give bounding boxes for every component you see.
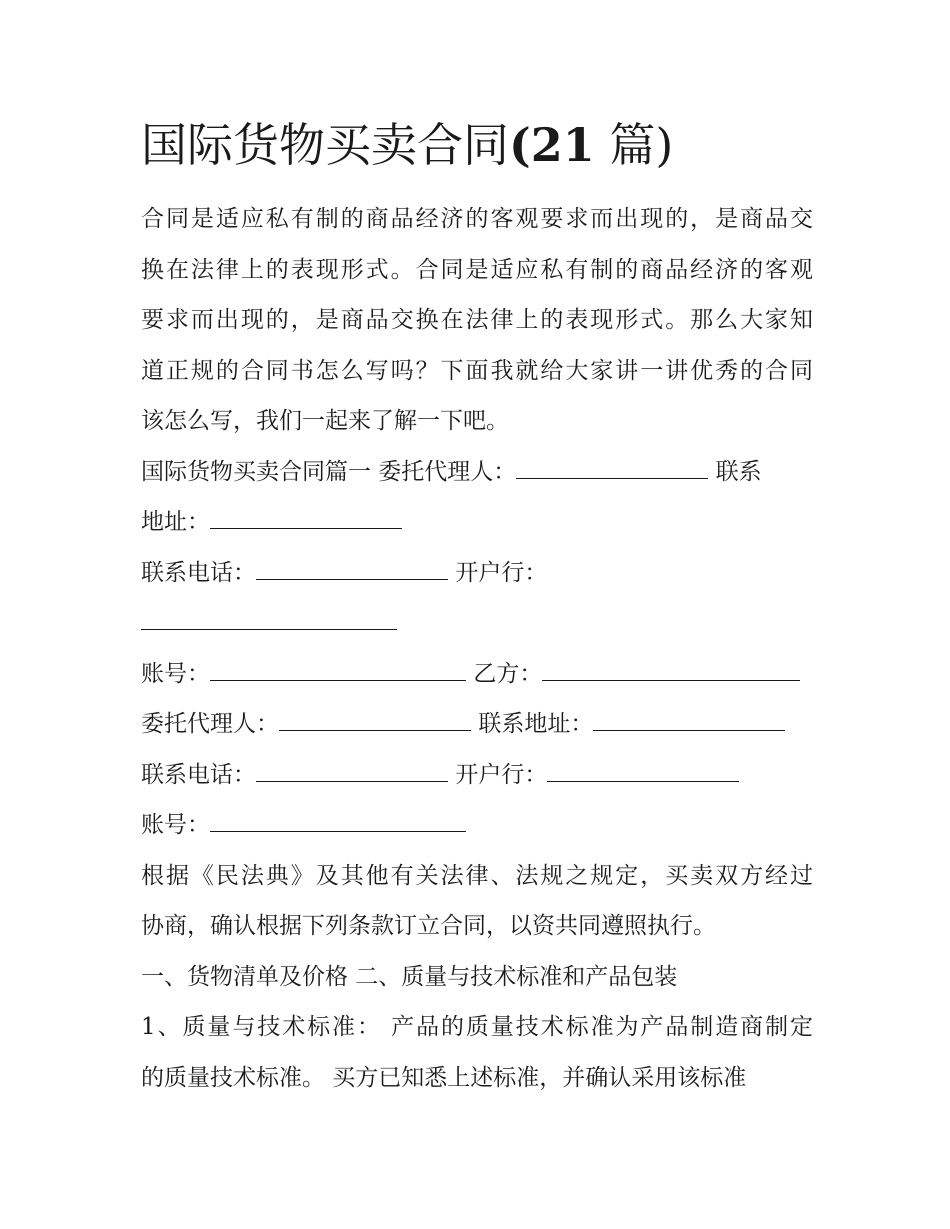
body-line: 一、货物清单及价格 二、质量与技术标准和产品包装: [141, 963, 678, 990]
form-line-account: [141, 649, 813, 700]
agent-blank-2: [279, 708, 471, 731]
form-line-phone: [141, 548, 813, 599]
intro-line: 合同是适应私有制的商品经济的客观要求而出现的，是商品交: [141, 206, 813, 232]
address-blank: [210, 506, 402, 529]
body-line: 的质量技术标准。 买方已知悉上述标准，并确认采用该标准: [141, 1064, 747, 1091]
intro-line: 换在法律上的表现形式。合同是适应私有制的商品经济的客观: [141, 256, 813, 283]
contact-address-blank: [593, 708, 785, 731]
form-line-agent-2: [141, 699, 813, 750]
phone-blank: [256, 557, 448, 580]
form-line-bank-blank: [141, 598, 813, 649]
form-line-address: [141, 497, 813, 548]
bank-blank: [141, 607, 397, 630]
body-line: 1、质量与技术标准： 产品的质量技术标准为产品制造商制定: [141, 1014, 813, 1040]
intro-line: 道正规的合同书怎么写吗？下面我就给大家讲一讲优秀的合同: [141, 357, 813, 384]
account-label-2: 账号：: [141, 812, 210, 838]
bank-blank-2: [547, 759, 739, 782]
account-label: 账号：: [141, 660, 210, 687]
phone-blank-2: [256, 759, 448, 782]
body-line: 根据《民法典》及其他有关法律、法规之规定，买卖双方经过: [141, 862, 813, 889]
form-line-account-2: [141, 800, 813, 851]
phone-label: 联系电话：: [141, 559, 256, 586]
intro-line: 要求而出现的，是商品交换在法律上的表现形式。那么大家知: [141, 307, 813, 333]
phone-label-2: 联系电话：: [141, 761, 256, 788]
title-number: (21: [509, 118, 595, 172]
title-suffix: 篇): [609, 118, 674, 172]
agent-label: 委托代理人：: [141, 711, 279, 737]
document-title: [141, 110, 813, 180]
address-label: 地址：: [141, 509, 210, 535]
contact-label: 联系: [715, 458, 762, 485]
account-blank-2: [210, 809, 466, 832]
form-line-phone-2: [141, 750, 813, 801]
party-b-label: 乙方：: [473, 660, 543, 687]
form-heading: 国际货物买卖合同篇一 委托代理人：: [141, 458, 517, 485]
title-main: 国际货物买卖合同: [141, 118, 509, 172]
account-blank: [210, 658, 466, 681]
contact-address-label: 联系地址：: [478, 711, 594, 737]
document-page: [141, 110, 813, 1103]
agent-blank: [516, 456, 708, 479]
party-b-blank: [542, 658, 800, 681]
body-line: 协商，确认根据下列条款订立合同，以资共同遵照执行。: [141, 913, 716, 939]
bank-label: 开户行：: [455, 559, 548, 586]
form-line-agent: [141, 447, 813, 498]
intro-line: 该怎么写，我们一起来了解一下吧。: [141, 408, 509, 434]
bank-label-2: 开户行：: [455, 761, 548, 788]
